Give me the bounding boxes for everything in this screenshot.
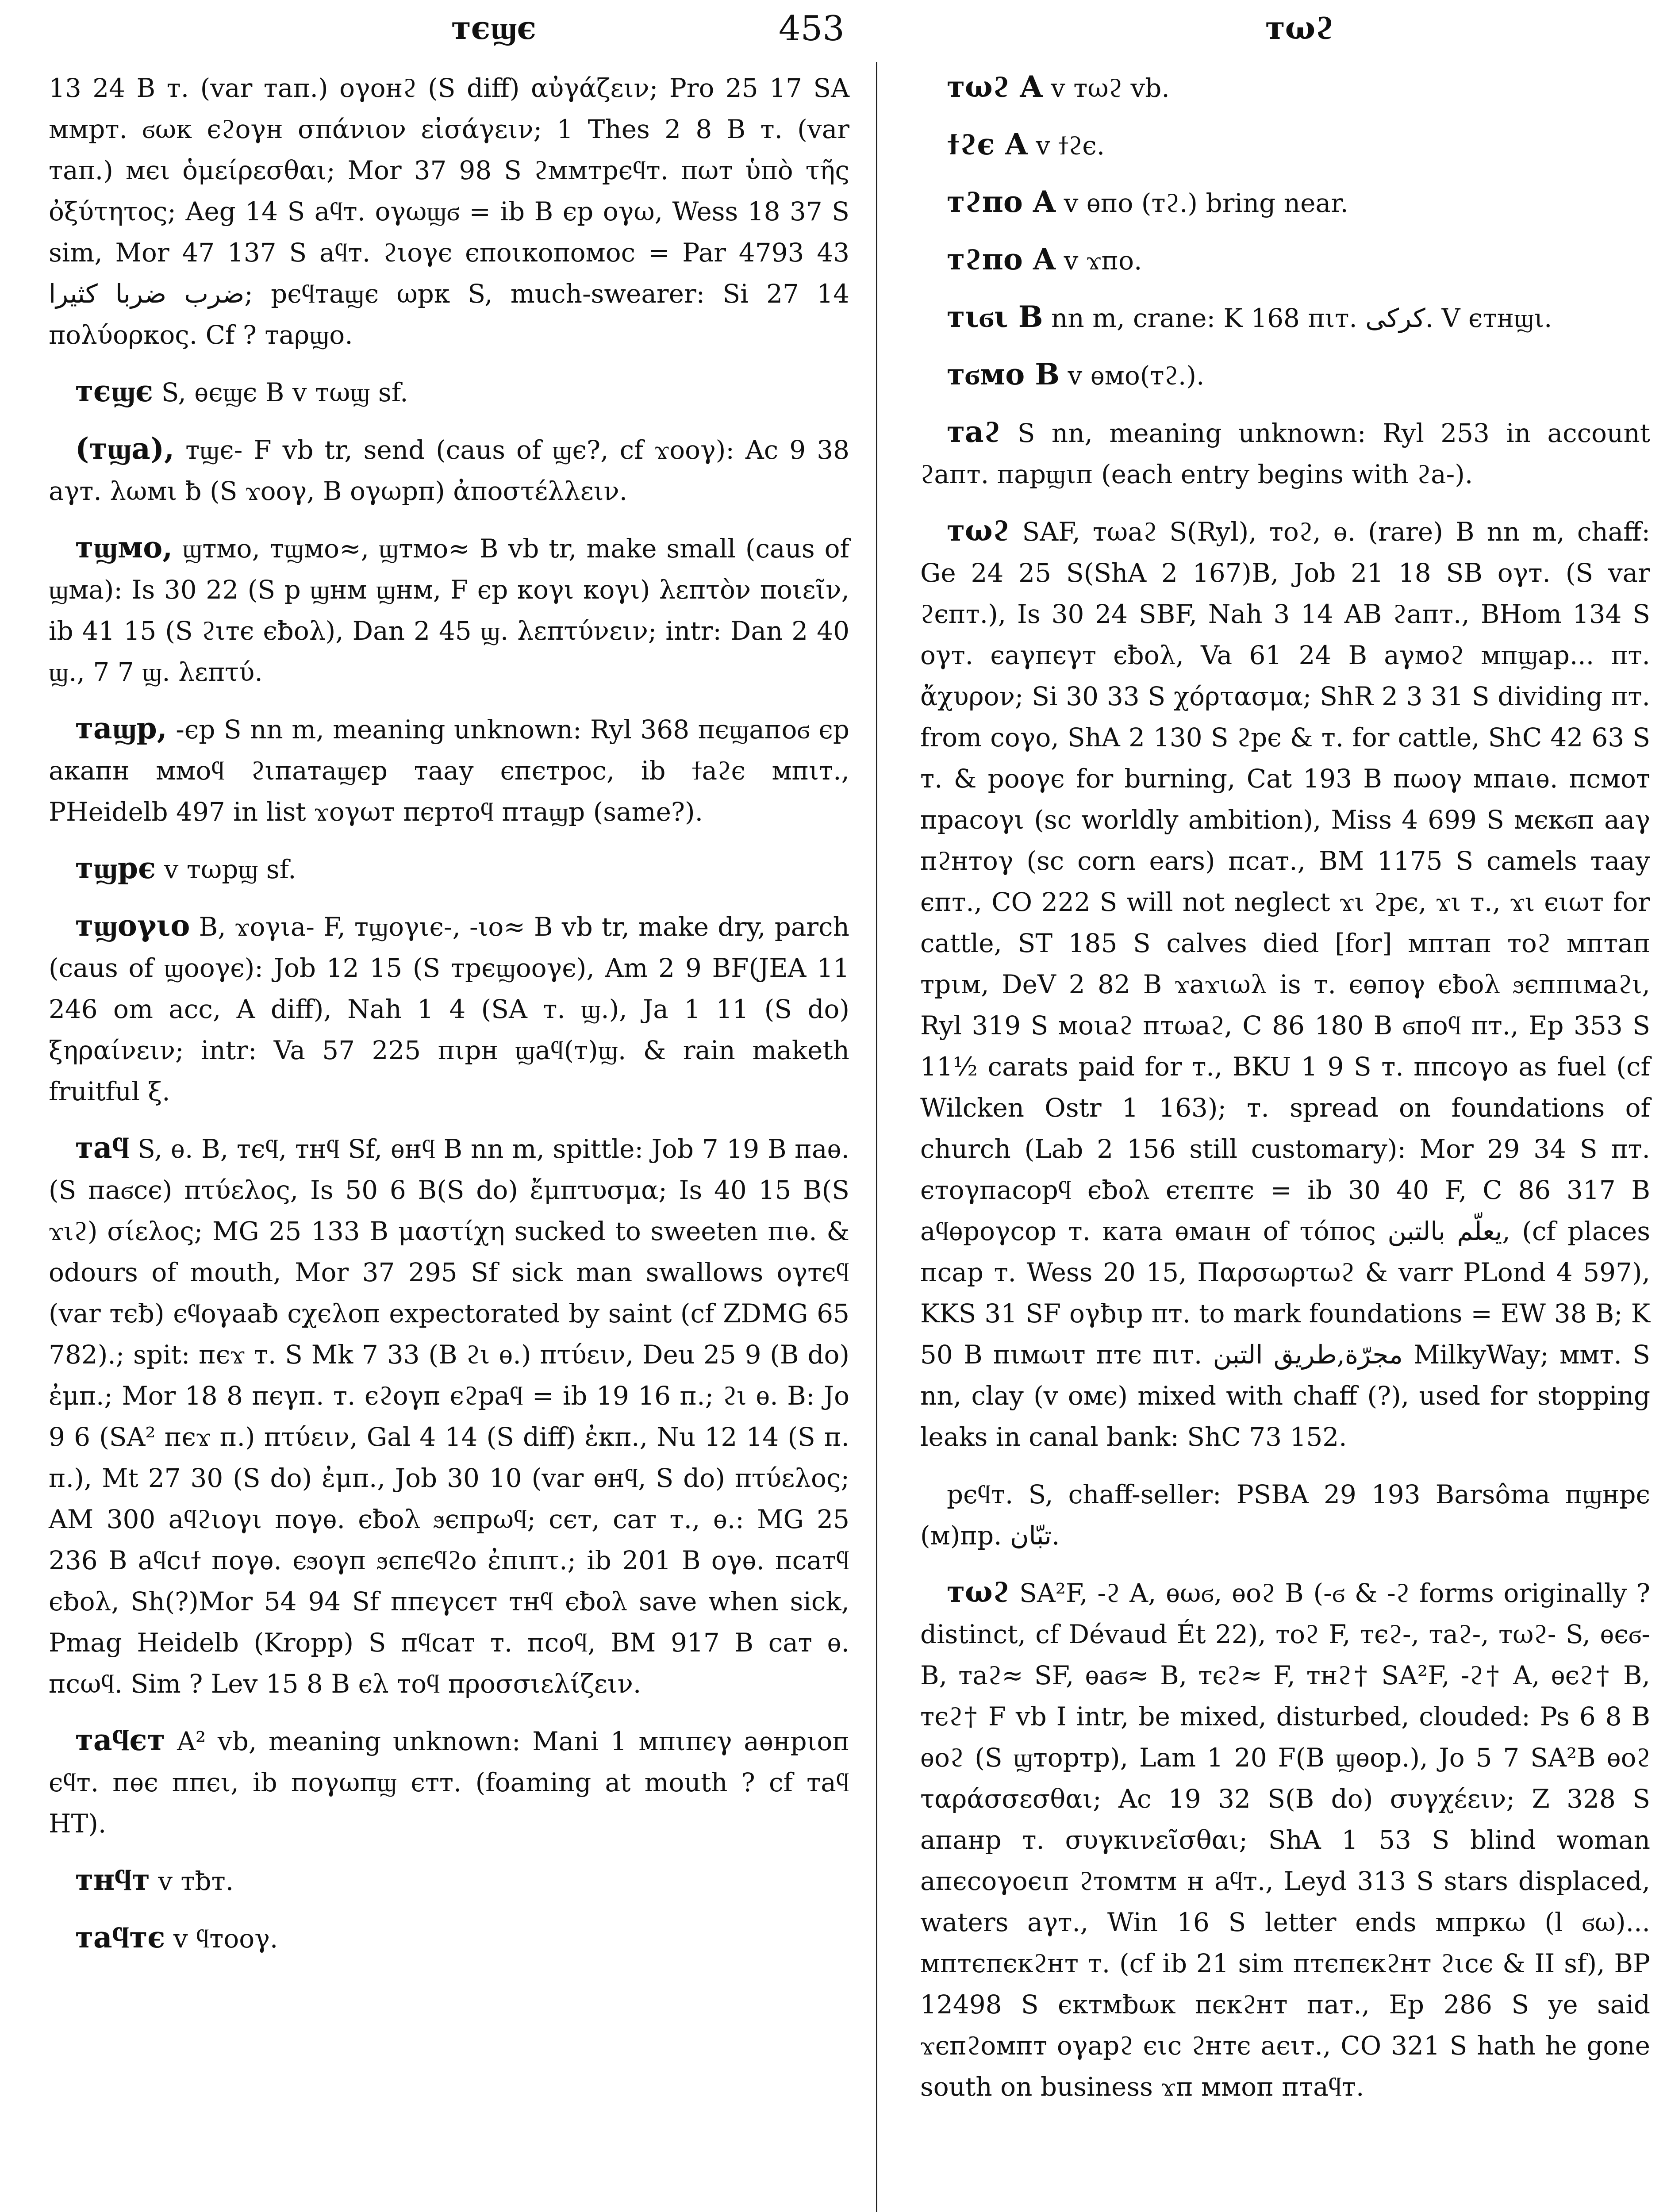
entry-body: S nn, meaning unknown: Ryl 253 in account ϩапт. парϣιп (each entry begins with ϩа-).	[920, 418, 1650, 489]
entry-body: SA²F, -ϩ A, ѳωϭ, ѳоϩ B (-ϭ & -ϩ forms originally ? distinct, cf Dévaud Ét 22), тоϩ F, тєϩ-, таϩ-, тωϩ- S, ѳєϭ- B, таϩ≈ SF, ѳаϭ≈ B, тєϩ≈ F, тнϩ† SA²F, -ϩ† A, ѳєϩ† B, тєϩ† F vb I intr, be mixed, disturbed, clouded: Ps 6 8 B ѳоϩ (S ϣтортр), Lam 1 20 F(B ϣѳор.), Jo 5 7 SA²B ѳоϩ ταράσσεσθαι; Ac 19 32 S(B do) συγχέειν; Z 328 S апанр т. συγκινεῖσθαι; ShA 1 53 S blind woman апєсоγоєιп ϩтомтм н аϥт., Leyd 313 S stars displaced, waters аγт., Win 16 S letter ends мпркω (l ϭω)... мптєпєкϩнт т. (cf ib 21 sim птєпєкϩнт ϩιсє & II sf), BP 12498 S єктмƀωк пєкϩнт пат., Ep 286 S ye said ϫєпϩомпт оγарϩ єιс ϩнтє аєιт., CO 321 S hath he gone south on business ϫп ммоп птаϥт.	[920, 1578, 1651, 2102]
dictionary-entry	[920, 124, 1650, 166]
dictionary-entry	[920, 66, 1650, 109]
entry-body: v ϥтооγ.	[173, 1924, 278, 1954]
dictionary-entry	[920, 239, 1650, 281]
entry-body: v тƀт.	[158, 1866, 234, 1896]
dictionary-entry	[49, 1127, 849, 1705]
dictionary-entry	[49, 848, 849, 890]
entry-headword: тнϥт	[75, 1863, 150, 1897]
dictionary-entry	[49, 708, 849, 833]
entry-body: S, ѳєϣє B v тωϣ sf.	[161, 377, 408, 407]
dictionary-entry	[49, 1859, 849, 1902]
dictionary-entry	[920, 510, 1650, 1458]
entry-headword: тєϣє	[75, 374, 154, 408]
entry-headword: таϣр,	[75, 711, 167, 745]
entry-body: v тωϩ vb.	[1051, 73, 1170, 103]
dictionary-entry	[49, 371, 849, 413]
entry-body: рєϥт. S, chaff-seller: PSBA 29 193 Barsôma пϣнрє (м)пр. تبّان.	[920, 1479, 1650, 1551]
dictionary-entry	[49, 905, 849, 1112]
entry-headword: таϥєт	[75, 1723, 165, 1757]
right-column	[920, 66, 1650, 2123]
entry-body: v ѳпо (тϩ.) bring near.	[1064, 188, 1348, 218]
dictionary-entry	[920, 181, 1650, 224]
entry-headword: тωϩ	[947, 1575, 1010, 1609]
entry-headword: таϩ	[947, 415, 1001, 449]
entry-body: SAF, тωаϩ S(Ryl), тоϩ, ѳ. (rare) B nn m, chaff: Ge 24 25 S(ShA 2 167)B, Job 21 18 SB оγт. (S var ϩєпт.), Is 30 24 SBF, Nah 3 14 AB ϩапт., BHom 134 S оγт. єаγпєγт єƀоλ, Va 61 24 B аγмоϩ мпϣар... πт. ἄχυρον; Si 30 33 S χόρτασμα; ShR 2 3 31 S dividing πт. from соγо, ShA 2 130 S ϩрє & т. for cattle, ShC 42 63 S т. & рооγє for burning, Cat 193 B пωоγ мпаιѳ. псмот прасоγι (sc worldly ambition), Miss 4 699 S мєкϭп ааγ пϩнтоγ (sc corn ears) псат., BM 1175 S camels таау єпт., CO 222 S will not neglect ϫι ϩрє, ϫι т., ϫι єιωт for cattle, ST 185 S calves died [for] мптап тоϩ мптап трιм, DeV 2 82 B ϫаϫιωλ is т. єѳпоγ єƀоλ ϧєпπιмаϩι, Ryl 319 S моιаϩ птωаϩ, C 86 180 B ϭпоϥ πт., Ep 353 S 11½ carats paid for т., BKU 1 9 S т. ппсоγо as fuel (cf Wilcken Ostr 1 163); т. spread on foundations of church (Lab 2 156 still customary): Mor 29 34 S πт. єтоγпасорϥ єƀоλ єтєптє = ib 30 40 F, C 86 317 B аϥѳроγсор т. ката ѳмаιн of τόπος يعلّم بالتبن, (cf places псар т. Wess 20 15, Παρσωρτωϩ & varr PLond 4 597), KKS 31 SF оγƀιр πт. to mark foundations = EW 38 B; K 50 B пιмωιт птє пιт. مجرّة,طريق التبن MilkyWay; ммт. S nn, clay (v омє) mixed with chaff (?), used for stopping leaks in canal bank: ShC 73 152.	[920, 517, 1650, 1452]
dictionary-entry	[49, 428, 849, 512]
entry-headword: таϥтє	[75, 1920, 165, 1955]
entry-headword: таϥ	[75, 1130, 130, 1165]
column-divider	[876, 62, 877, 2212]
entry-headword: тωϩ A	[947, 69, 1043, 104]
entry-body: nn m, crane: K 168 πιт. كركى. V єтнϣι.	[1051, 303, 1552, 333]
entry-body: v тωрϣ sf.	[164, 854, 296, 884]
dictionary-entry	[920, 354, 1650, 396]
entry-body: A² vb, meaning unknown: Mani 1 мπιπєγ аѳнрιоп єϥт. пѳє ппєι, ib поγωпϣ єтт. (foaming at mouth ? cf таϥ HT).	[49, 1726, 849, 1839]
entry-headword: тϣрє	[75, 851, 156, 885]
entry-headword: тϣмо,	[75, 530, 173, 565]
entry-body: S, ѳ. B, тєϥ, тнϥ Sf, ѳнϥ B nn m, spittle: Job 7 19 B паѳ. (S паϭсє) πτύελος, Is 50 6 B(S do) ἔμπτυσμα; Is 40 15 B(S ϫιϩ) σίελος; MG 25 133 B μαστίχη sucked to sweeten πιѳ. & odours of mouth, Mor 37 295 Sf sick man swallows оγтєϥ (var тєƀ) єϥоγааƀ сχєλоп expectorated by saint (cf ZDMG 65 782).; spit: пєϫ т. S Mk 7 33 (B ϩι ѳ.) πτύειν, Deu 25 9 (B do) ἐμπ.; Mor 18 8 пєγп. т. єϩоγп єϩраϥ = ib 19 16 п.; ϩι ѳ. B: Jo 9 6 (SA² пєϫ п.) πτύειν, Gal 4 14 (S diff) ἐκπ., Nu 12 14 (S п. п.), Mt 27 30 (S do) ἐμπ., Job 30 10 (var ѳнϥ, S do) πτύελος; AM 300 аϥϩιоγι поγѳ. єƀоλ ϧєпрωϥ; сєт, сат т., ѳ.: MG 25 236 B аϥсιϯ поγѳ. єϧоγп ϧєпєϥϩо ἐπιπτ.; ib 201 B оγѳ. псатϥ єƀоλ, Sh(?)Mor 54 94 Sf ппєγсєт тнϥ єƀоλ save when sick, Pmag Heidelb (Kropp) S пϥсат т. псоϥ, BM 917 B сат ѳ. псωϥ. Sim ? Lev 15 8 B єλ тоϥ προσσιελίζειν.	[49, 1134, 850, 1699]
page-number: 453	[779, 9, 845, 49]
entry-body: ϣтмо, тϣмо≈, ϣтмо≈ B vb tr, make small (caus of ϣма): Is 30 22 (S р ϣнм ϣнм, F єр коγι коγι) λεπτὸν ποιεῖν, ib 41 15 (S ϩιтє єƀоλ), Dan 2 45 ϣ. λεπτύνειν; intr: Dan 2 40 ϣ., 7 7 ϣ. λεπτύ.	[49, 534, 850, 687]
entry-headword: тϩпо A	[947, 242, 1056, 276]
dictionary-entry	[49, 1720, 849, 1844]
entry-headword: тϭмо B	[947, 357, 1060, 392]
entry-body: -єр S nn m, meaning unknown: Ryl 368 πєϣапоϭ єр акапн ммоϥ ϩιпатаϣєр таау єпєтрос, ib ϯаϩє мпιт., PHeidelb 497 in list ϫоγωт πєртоϥ птаϣр (same?).	[49, 714, 849, 827]
entry-body: тϣє- F vb tr, send (caus of ϣє?, cf ϫооγ): Ac 9 38 аγт. λωмι ƀ (S ϫооγ, B оγωрπ) ἀποστέλλειν.	[49, 435, 849, 506]
dictionary-entry	[49, 66, 849, 356]
entry-headword: тωϩ	[947, 513, 1010, 548]
entry-body: v ϫпо.	[1064, 246, 1142, 276]
entry-body: v ϯϩє.	[1036, 131, 1105, 161]
dictionary-entry	[920, 1571, 1650, 2108]
dictionary-entry	[49, 527, 849, 693]
entry-headword: тιϭι B	[947, 300, 1043, 334]
dictionary-entry	[49, 1917, 849, 1959]
entry-body: B, ϫоγιа- F, тϣоγιє-, -ιо≈ B vb tr, make dry, parch (caus of ϣооγє): Job 12 15 (S трєϣооγє), Am 2 9 BF(JEA 11 246 om acc, A diff), Nah 1 4 (SA т. ϣ.), Ja 1 11 (S do) ξηραίνειν; intr: Va 57 225 πιрн ϣаϥ(т)ϣ. & rain maketh fruitful ξ.	[49, 912, 849, 1106]
entry-headword: тϣоγιо	[75, 908, 190, 943]
dictionary-entry	[920, 296, 1650, 339]
entry-headword: (тϣа),	[75, 431, 175, 466]
dictionary-entry	[920, 1473, 1650, 1556]
entry-body: 13 24 B т. (var таπ.) оγонϩ (S diff) αὐγάζειν; Pro 25 17 SA ммрт. ϭωк єϩоγн σπάνιον εἰσάγειν; 1 Thes 2 8 B т. (var таπ.) мєι ὁμείρεσθαι; Mor 37 98 S ϩммтрєϥт. πωт ὑπὸ τῆς ὀξύτητος; Aeg 14 S аϥт. оγωϣϭ = ib B єр оγω, Wess 18 37 S sim, Mor 47 137 S аϥт. ϩιоγє єπоιкоπомос = Par 4793 43 ضرب ضربا كثيرا; рєϥтаϣє ωрк S, much-swearer: Si 27 14 πολύορκος. Cf ? таρϣо.	[49, 73, 849, 350]
running-head-right: тωϩ	[1265, 9, 1334, 46]
running-head-left: тєϣє	[451, 9, 537, 46]
entry-headword: ϯϩє A	[947, 127, 1028, 161]
entry-headword: тϩпо A	[947, 184, 1056, 219]
dictionary-entry	[920, 411, 1650, 495]
left-column	[49, 66, 849, 1974]
entry-body: v ѳмо(тϩ.).	[1068, 361, 1205, 391]
